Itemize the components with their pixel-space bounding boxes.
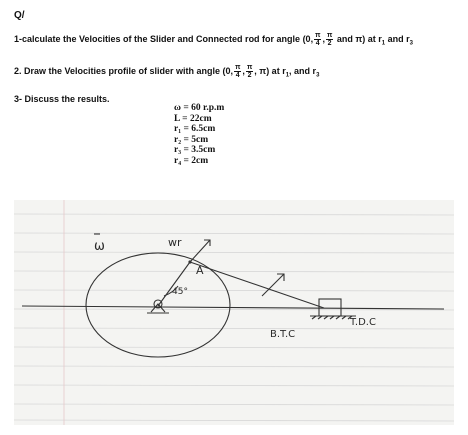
point-a-label: A [196,264,204,277]
given-data-list [174,103,224,166]
angle-label: 45° [172,287,188,297]
question-marker: Q/ [14,10,25,21]
given-r4: r₄ = 2cm [174,155,209,166]
given-r3: r₃ = 3.5cm [174,145,216,155]
wr-label: wr [168,236,182,249]
point-a-dot [188,260,191,263]
given-r2: r₂ = 5cm [174,134,209,145]
given-omega: ω = 60 r.p.m [174,103,225,113]
hand-sketch-photo [14,200,454,425]
omega-label: ω [94,239,105,254]
given-r1: r₁ = 6.5cm [174,124,216,134]
question-item-2: 2. Draw the Velocities profile of slider with angle (0, $\frac{\pi}{4}$ , $\frac{\pi}{2}$ , π) at $r_1$, and $r_3$ [14,64,320,79]
tdc-label: T.D.C [350,317,376,328]
question-item-1: 1-calculate the Velocities of the Slider and Connected rod for angle (0, $\frac{\pi}{4}$ , $\frac{\pi}{2}$ and π) at $r_1$ and $r_3$ [14,32,413,47]
given-length: L = 22cm [174,113,212,124]
bdc-label: B.T.C [270,329,296,340]
question-item-3: 3- Discuss the results. [14,94,110,104]
